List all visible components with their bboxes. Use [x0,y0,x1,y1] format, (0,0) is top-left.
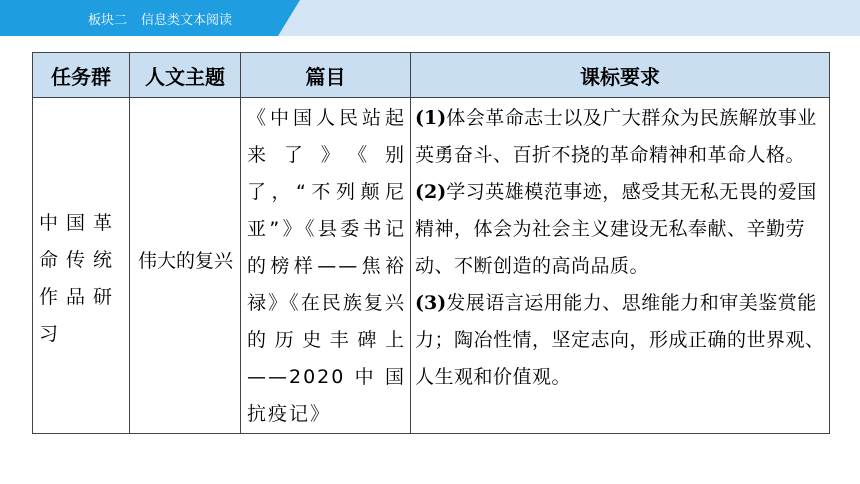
requirement-number: (3) [415,292,447,314]
requirements-cell [411,98,830,434]
works-cell: 《中国人民站起来了》《别了，“不列颠尼亚”》《县委书记的榜样——焦裕禄》《在民族复兴的历史丰碑上——2020中国抗疫记》 [241,98,411,434]
header-theme: 人文主题 [130,53,241,98]
requirement-item [415,285,825,396]
task-group-cell: 中国革命传统作品研习 [33,98,130,434]
table-row [33,98,830,434]
requirement-text: 学习英雄模范事迹，感受其无私无畏的爱国精神，体会为社会主义建设无私奉献、辛勤劳动、不断创造的高尚品质。 [415,181,817,277]
requirement-item [415,100,825,174]
banner-title [88,9,232,28]
requirement-item [415,174,825,285]
table-header-row [33,53,830,98]
section-subtitle: 信息类文本阅读 [141,13,233,28]
theme-cell: 伟大的复兴 [130,98,241,434]
section-label: 板块二 [88,13,128,28]
top-banner [0,0,860,36]
requirement-number: (1) [415,107,447,129]
header-task-group: 任务群 [33,53,130,98]
requirement-text: 发展语言运用能力、思维能力和审美鉴赏能力；陶冶性情，坚定志向，形成正确的世界观、人生观和价值观。 [415,292,825,388]
curriculum-table [32,52,830,434]
requirement-text: 体会革命志士以及广大群众为民族解放事业英勇奋斗、百折不挠的革命精神和革命人格。 [415,107,817,166]
requirement-number: (2) [415,181,447,203]
header-works: 篇目 [241,53,411,98]
header-requirements: 课标要求 [411,53,830,98]
